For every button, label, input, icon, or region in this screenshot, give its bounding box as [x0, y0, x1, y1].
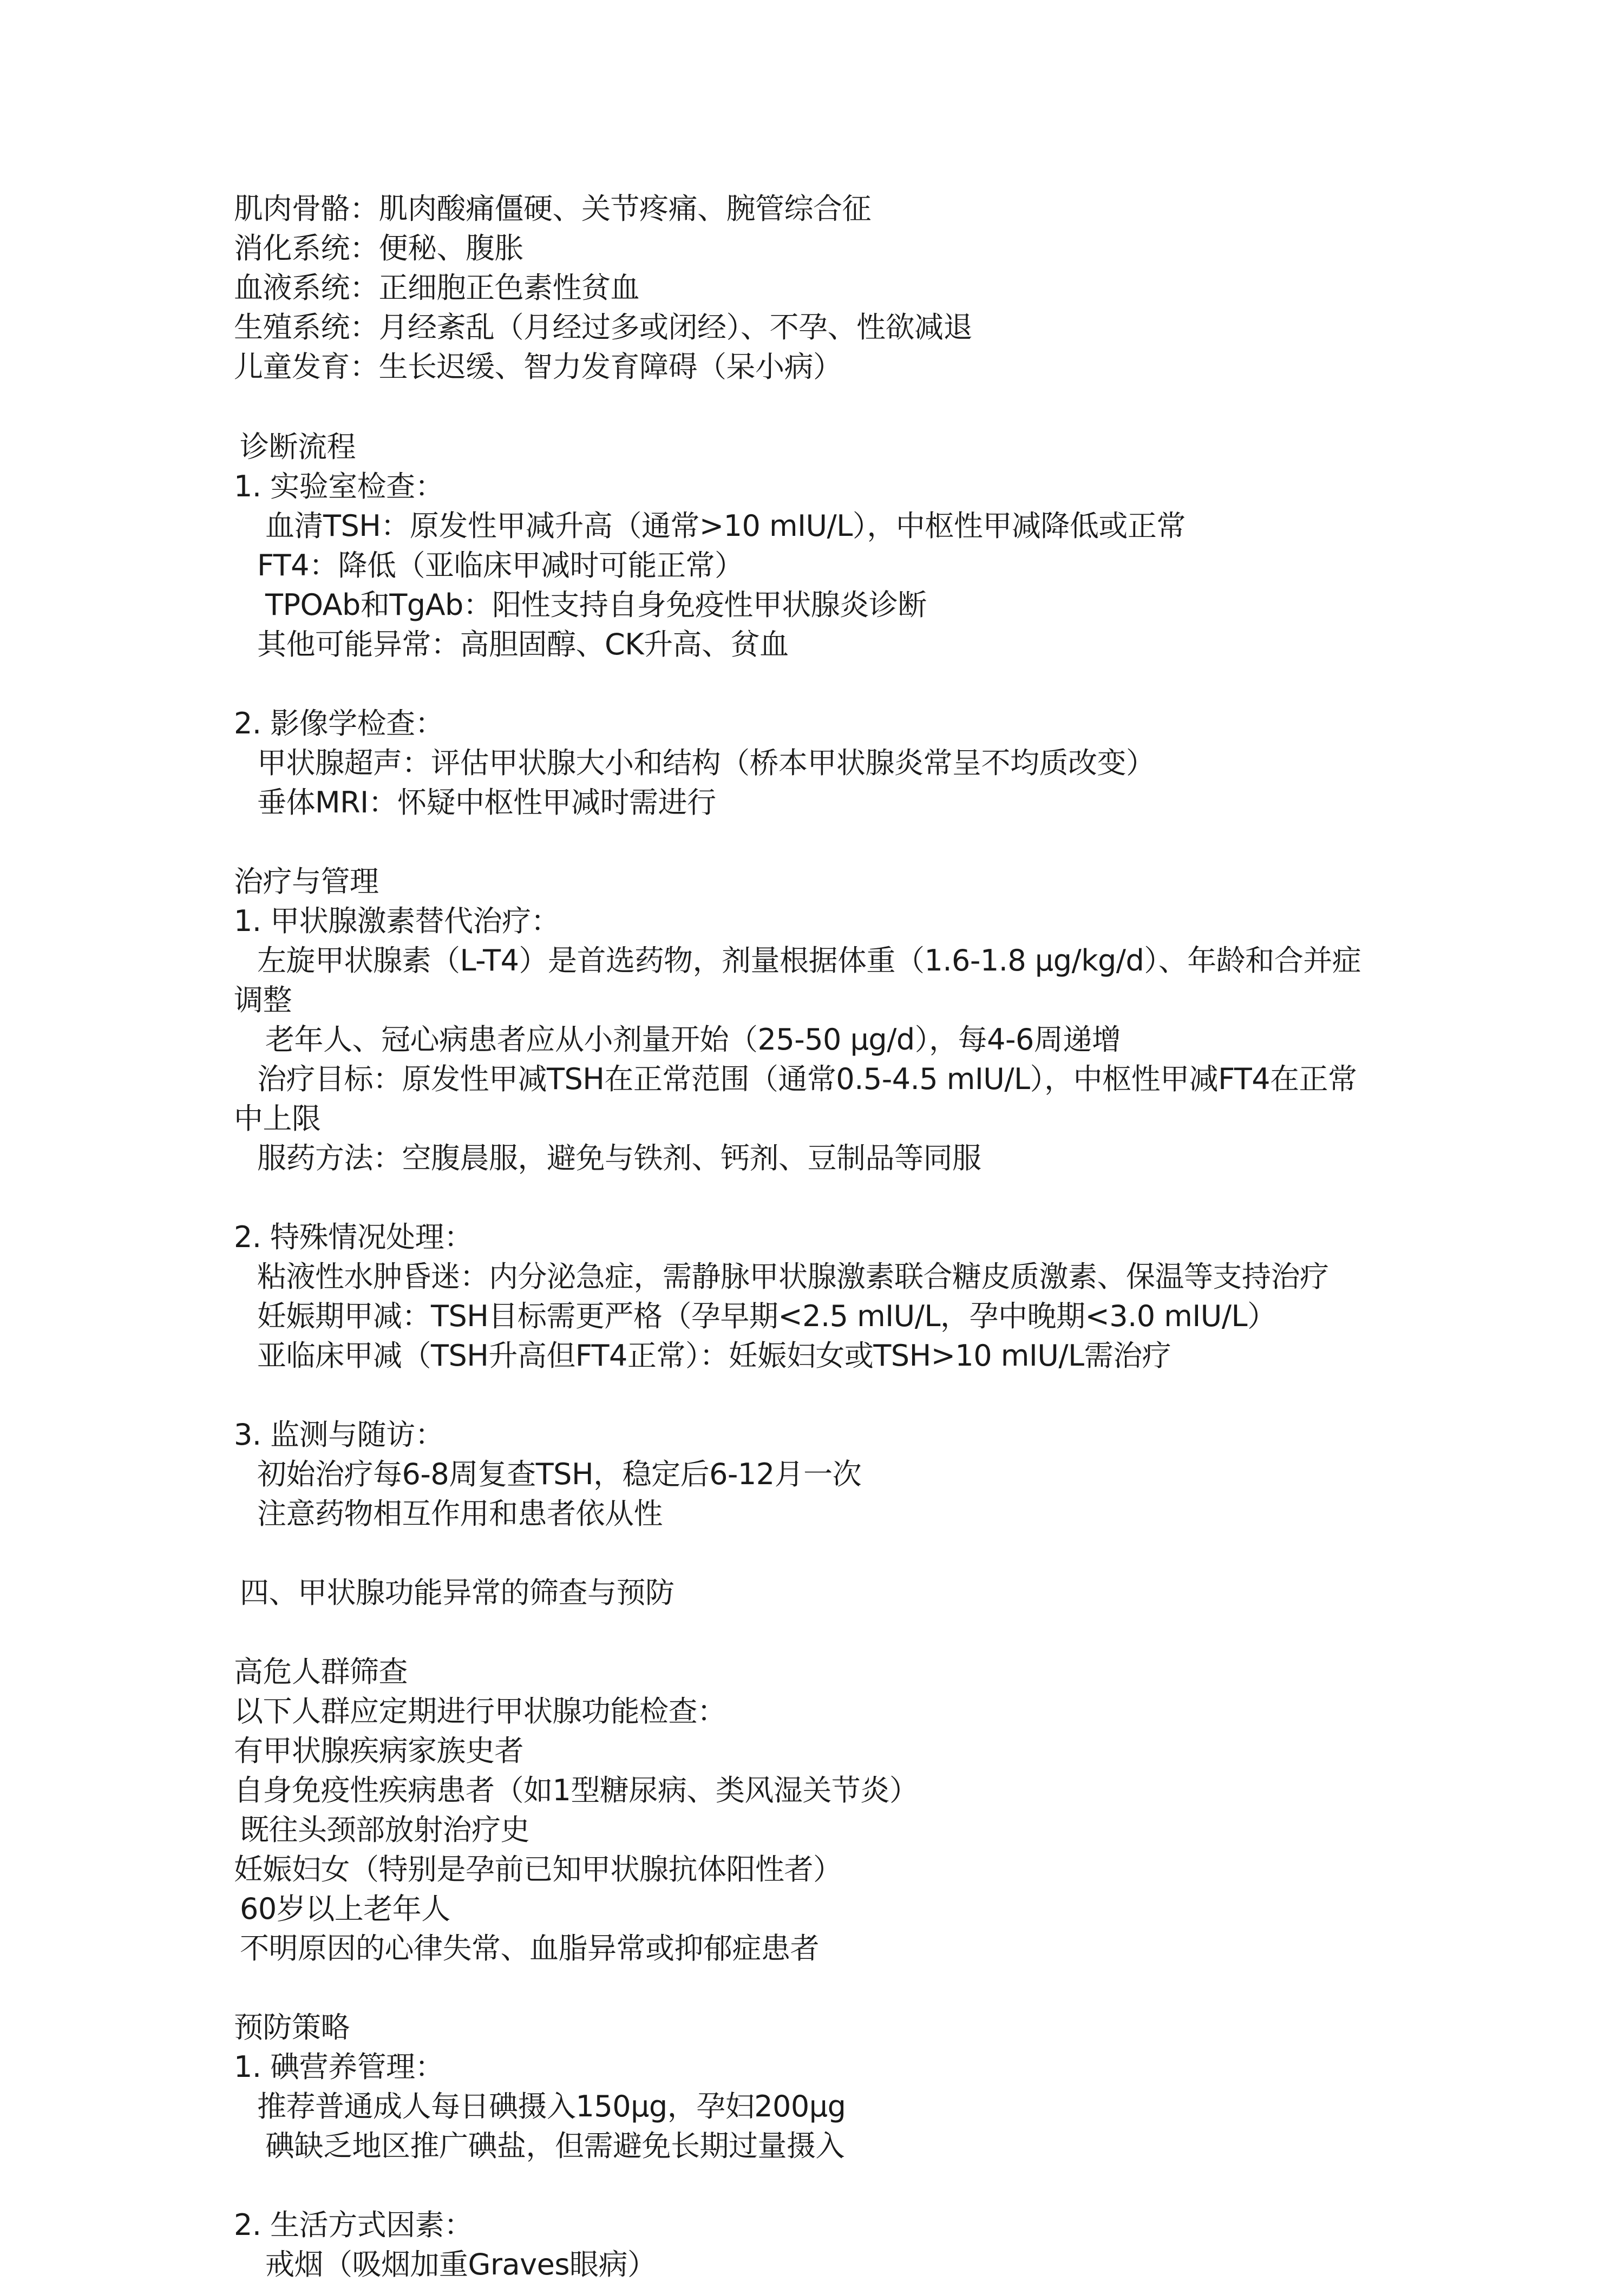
- text-line: 既往头颈部放射治疗史: [240, 1813, 529, 1847]
- text-line: 推荐普通成人每日碘摄入150μg，孕妇200μg: [257, 2089, 846, 2123]
- text-line: 治疗目标：原发性甲减TSH在正常范围（通常0.5-4.5 mIU/L），中枢性甲减FT4在正常: [257, 1062, 1357, 1096]
- subsection-heading: 2. 特殊情况处理：: [234, 1220, 473, 1254]
- text-line: 粘液性水肿昏迷：内分泌急症，需静脉甲状腺激素联合糖皮质激素、保温等支持治疗: [257, 1260, 1329, 1294]
- text-line: 妊娠妇女（特别是孕前已知甲状腺抗体阳性者）: [234, 1852, 842, 1886]
- subsection-heading: 1. 甲状腺激素替代治疗：: [234, 904, 560, 938]
- text-line: 血液系统：正细胞正色素性贫血: [234, 271, 639, 305]
- section-heading: 预防策略: [234, 2010, 350, 2044]
- text-line: TPOAb和TgAb：阳性支持自身免疫性甲状腺炎诊断: [265, 588, 927, 622]
- text-line: 中上限: [234, 1101, 321, 1136]
- text-line: 戒烟（吸烟加重Graves眼病）: [265, 2247, 657, 2281]
- text-line: 甲状腺超声：评估甲状腺大小和结构（桥本甲状腺炎常呈不均质改变）: [257, 746, 1155, 780]
- text-line: 初始治疗每6-8周复查TSH，稳定后6-12月一次: [257, 1457, 862, 1491]
- subsection-heading: 1. 碘营养管理：: [234, 2050, 444, 2084]
- section-heading: 高危人群筛查: [234, 1655, 408, 1689]
- text-line: 以下人群应定期进行甲状腺功能检查：: [234, 1694, 726, 1728]
- section-heading: 治疗与管理: [234, 864, 379, 899]
- subsection-heading: 2. 生活方式因素：: [234, 2208, 473, 2242]
- section-heading: 诊断流程: [240, 430, 356, 464]
- subsection-heading: 1. 实验室检查：: [234, 469, 444, 503]
- text-line: 消化系统：便秘、腹胀: [234, 231, 523, 265]
- text-line: 60岁以上老年人: [240, 1892, 450, 1926]
- text-line: 肌肉骨骼：肌肉酸痛僵硬、关节疼痛、腕管综合征: [234, 192, 871, 226]
- text-line: 左旋甲状腺素（L-T4）是首选药物，剂量根据体重（1.6-1.8 μg/kg/d）、年龄和合并症: [257, 943, 1361, 978]
- text-line: 自身免疫性疾病患者（如1型糖尿病、类风湿关节炎）: [234, 1773, 919, 1807]
- chapter-heading: 四、甲状腺功能异常的筛查与预防: [240, 1576, 675, 1610]
- text-line: 妊娠期甲减：TSH目标需更严格（孕早期<2.5 mIU/L，孕中晚期<3.0 mIU/L）: [257, 1299, 1276, 1333]
- text-line: 垂体MRI：怀疑中枢性甲减时需进行: [257, 785, 716, 819]
- text-line: 碘缺乏地区推广碘盐，但需避免长期过量摄入: [265, 2129, 844, 2163]
- text-line: 生殖系统：月经紊乱（月经过多或闭经）、不孕、性欲减退: [234, 310, 972, 344]
- text-line: 血清TSH：原发性甲减升高（通常>10 mIU/L），中枢性甲减降低或正常: [265, 509, 1186, 543]
- subsection-heading: 3. 监测与随访：: [234, 1418, 444, 1452]
- text-line: 其他可能异常：高胆固醇、CK升高、贫血: [257, 627, 789, 661]
- text-line: 注意药物相互作用和患者依从性: [257, 1497, 663, 1531]
- text-line: 老年人、冠心病患者应从小剂量开始（25-50 μg/d），每4-6周递增: [265, 1022, 1121, 1057]
- text-line: 不明原因的心律失常、血脂异常或抑郁症患者: [240, 1931, 819, 1965]
- subsection-heading: 2. 影像学检查：: [234, 706, 444, 740]
- text-line: 服药方法：空腹晨服，避免与铁剂、钙剂、豆制品等同服: [257, 1141, 981, 1175]
- text-line: 儿童发育：生长迟缓、智力发育障碍（呆小病）: [234, 350, 842, 384]
- text-line: FT4：降低（亚临床甲减时可能正常）: [257, 548, 744, 582]
- text-line: 调整: [234, 983, 292, 1017]
- text-line: 亚临床甲减（TSH升高但FT4正常）：妊娠妇女或TSH>10 mIU/L需治疗: [257, 1339, 1171, 1373]
- text-line: 有甲状腺疾病家族史者: [234, 1734, 523, 1768]
